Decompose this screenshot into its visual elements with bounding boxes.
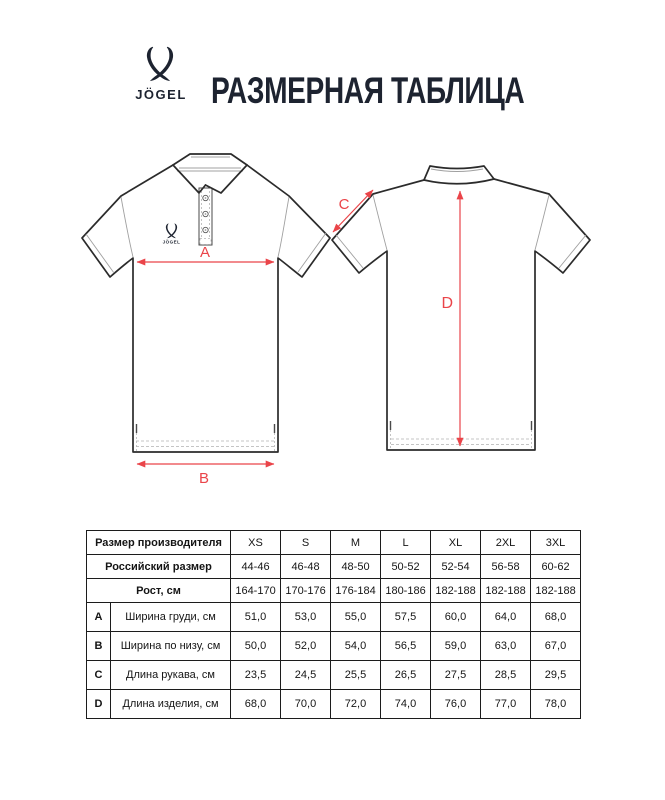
table-cell: 182-188: [431, 579, 481, 603]
header-label: Российский размер: [87, 555, 231, 579]
table-cell: 23,5: [231, 661, 281, 690]
dimension-arrow-c: [333, 190, 373, 232]
size-code: XL: [431, 531, 481, 555]
measure-label: Длина изделия, см: [111, 690, 231, 719]
table-cell: 60-62: [531, 555, 581, 579]
front-hem-stitching: [136, 424, 275, 451]
chest-logo-icon: [166, 223, 177, 238]
header-label: Рост, см: [87, 579, 231, 603]
dimension-label-c: C: [338, 196, 350, 213]
table-cell: 52,0: [281, 632, 331, 661]
table-cell: 164-170: [231, 579, 281, 603]
table-cell: 182-188: [481, 579, 531, 603]
table-cell: 48-50: [331, 555, 381, 579]
table-cell: 52-54: [431, 555, 481, 579]
front-collar: [173, 154, 247, 193]
dimension-label-b: B: [198, 470, 210, 487]
placket: [199, 188, 212, 245]
table-cell: 72,0: [331, 690, 381, 719]
dimension-label-a: A: [199, 244, 211, 261]
table-row-russian-size: [87, 555, 581, 579]
measure-label: Ширина по низу, см: [111, 632, 231, 661]
table-cell: 74,0: [381, 690, 431, 719]
table-cell: 63,0: [481, 632, 531, 661]
table-cell: 64,0: [481, 603, 531, 632]
table-cell: 68,0: [531, 603, 581, 632]
dimension-arrow-a: [137, 244, 274, 262]
size-code: 2XL: [481, 531, 531, 555]
table-cell: 76,0: [431, 690, 481, 719]
polo-back-view: [332, 166, 590, 450]
back-collar: [424, 166, 494, 184]
measure-letter: D: [87, 690, 111, 719]
table-cell: 180-186: [381, 579, 431, 603]
measure-letter: B: [87, 632, 111, 661]
table-cell: 68,0: [231, 690, 281, 719]
table-row-sleeve-length: [87, 661, 581, 690]
dimension-label-d: D: [441, 295, 453, 312]
brand-logo: [130, 44, 192, 104]
table-cell: 59,0: [431, 632, 481, 661]
size-code: L: [381, 531, 431, 555]
table-cell: 176-184: [331, 579, 381, 603]
table-cell: 70,0: [281, 690, 331, 719]
dimension-arrow-b: [137, 464, 274, 487]
table-row-chest-width: [87, 603, 581, 632]
table-cell: 56-58: [481, 555, 531, 579]
back-hem-stitching: [391, 421, 532, 449]
table-cell: 29,5: [531, 661, 581, 690]
table-cell: 24,5: [281, 661, 331, 690]
page-header: [0, 0, 665, 130]
table-cell: 182-188: [531, 579, 581, 603]
table-cell: 170-176: [281, 579, 331, 603]
table-cell: 27,5: [431, 661, 481, 690]
measure-label: Ширина груди, см: [111, 603, 231, 632]
size-table: [86, 530, 581, 719]
table-cell: 50,0: [231, 632, 281, 661]
table-cell: 67,0: [531, 632, 581, 661]
chest-logo-text: JÖGEL: [162, 239, 181, 245]
table-cell: 46-48: [281, 555, 331, 579]
size-code: S: [281, 531, 331, 555]
table-row-item-length: [87, 690, 581, 719]
size-code: M: [331, 531, 381, 555]
table-row-bottom-width: [87, 632, 581, 661]
table-cell: 28,5: [481, 661, 531, 690]
table-cell: 60,0: [431, 603, 481, 632]
size-code: 3XL: [531, 531, 581, 555]
table-cell: 55,0: [331, 603, 381, 632]
table-cell: 78,0: [531, 690, 581, 719]
measure-letter: A: [87, 603, 111, 632]
chest-logo: [163, 223, 181, 244]
header-label: Размер производителя: [87, 531, 231, 555]
table-row-manufacturer-size: [87, 531, 581, 555]
jogel-logo-icon: [143, 45, 177, 86]
back-body-outline: [332, 179, 590, 450]
measure-label: Длина рукава, см: [111, 661, 231, 690]
brand-wordmark: JÖGEL: [135, 87, 187, 102]
table-cell: 50-52: [381, 555, 431, 579]
table-row-height: [87, 579, 581, 603]
table-cell: 44-46: [231, 555, 281, 579]
dimension-arrow-d: [441, 191, 460, 446]
table-cell: 54,0: [331, 632, 381, 661]
table-cell: 51,0: [231, 603, 281, 632]
measure-letter: C: [87, 661, 111, 690]
table-cell: 57,5: [381, 603, 431, 632]
page-title: РАЗМЕРНАЯ ТАБЛИЦА: [211, 69, 525, 111]
table-cell: 25,5: [331, 661, 381, 690]
table-cell: 77,0: [481, 690, 531, 719]
table-cell: 26,5: [381, 661, 431, 690]
table-cell: 53,0: [281, 603, 331, 632]
size-code: XS: [231, 531, 281, 555]
table-cell: 56,5: [381, 632, 431, 661]
polo-front-view: [82, 154, 330, 487]
